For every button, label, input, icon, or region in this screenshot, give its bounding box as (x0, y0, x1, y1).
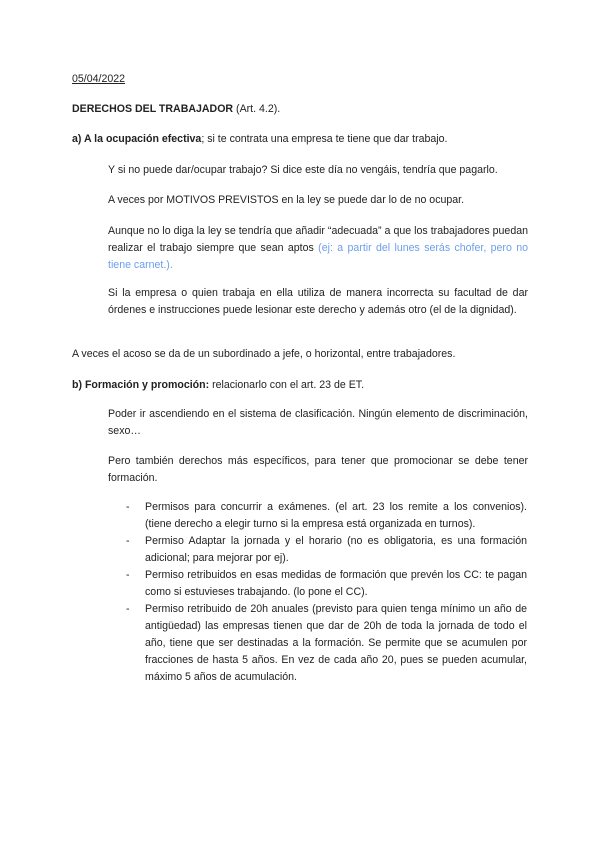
list-item-text: Permisos para concurrir a exámenes. (el art. 23 los remite a los convenios). (tiene derecho a elegir turno si la empresa está organizada en turnos). (145, 501, 527, 530)
bullet-dash: - (126, 535, 130, 547)
section-b-paragraph: Poder ir ascendiendo en el sistema de clasificación. Ningún elemento de discriminación, sexo… (108, 408, 528, 437)
page-title (72, 101, 280, 118)
section-b-paragraph: Pero también derechos más específicos, para tener que promocionar se debe tener formación. (108, 455, 528, 484)
section-a-label: a) A la ocupación efectiva (72, 133, 202, 145)
list-item (126, 567, 527, 601)
section-b-heading (72, 377, 542, 394)
document-date: 05/04/2022 (72, 73, 126, 85)
section-b-label: b) Formación y promoción: (72, 379, 210, 391)
section-a-heading (72, 131, 542, 148)
list-item-text: Permiso retribuidos en esas medidas de formación que prevén los CC: te pagan como si estuvieses trabajando. (lo pone el CC). (145, 569, 527, 598)
adecuada-text: Aunque no lo diga la ley se tendría que añadir “adecuada” a que los trabajadores puedan realizar el trabajo siempre que sean aptos (108, 225, 528, 254)
adecuada-example: (ej: a partir del lunes serás chofer, pero no tiene carnet.). (108, 242, 528, 271)
bullet-dash: - (126, 569, 130, 581)
section-a-paragraph: Y si no puede dar/ocupar trabajo? Si dice este día no vengáis, tendría que pagarlo. (108, 164, 498, 176)
list-item (126, 533, 527, 567)
list-item (126, 601, 527, 686)
bullet-dash: - (126, 603, 130, 615)
heading-title: DERECHOS DEL TRABAJADOR (72, 103, 234, 115)
list-item-text: Permiso Adaptar la jornada y el horario (no es obligatoria, es una formación adicional; para mejorar por ej). (145, 535, 527, 564)
bullet-dash: - (126, 501, 130, 513)
formation-permits-list (126, 499, 527, 686)
heading-article-ref: (Art. 4.2). (233, 103, 281, 115)
section-a-text: ; si te contrata una empresa te tiene que dar trabajo. (201, 133, 448, 145)
section-a-adecuada-paragraph (108, 223, 528, 274)
list-item (126, 499, 527, 533)
section-a-paragraph: A veces por MOTIVOS PREVISTOS en la ley se puede dar lo de no ocupar. (108, 194, 465, 206)
section-a-paragraph: Si la empresa o quien trabaja en ella utiliza de manera incorrecta su facultad de dar órdenes e instrucciones puede lesionar este derecho y además otro (el de la dignidad). (108, 287, 528, 316)
section-b-text: relacionarlo con el art. 23 de ET. (209, 379, 365, 391)
list-item-text: Permiso retribuido de 20h anuales (previsto para quien tenga mínimo un año de antigüedad) las empresas tienen que dar de 20h de toda la jornada de todo el año, tiene que ser destinadas a la formación. Se permite que se acumulen por fracciones de hasta 5 años. En vez de cada año 20, pues se pueden acumular, máximo 5 años de acumulación. (145, 603, 527, 683)
acoso-line: A veces el acoso se da de un subordinado a jefe, o horizontal, entre trabajadores. (72, 348, 456, 360)
